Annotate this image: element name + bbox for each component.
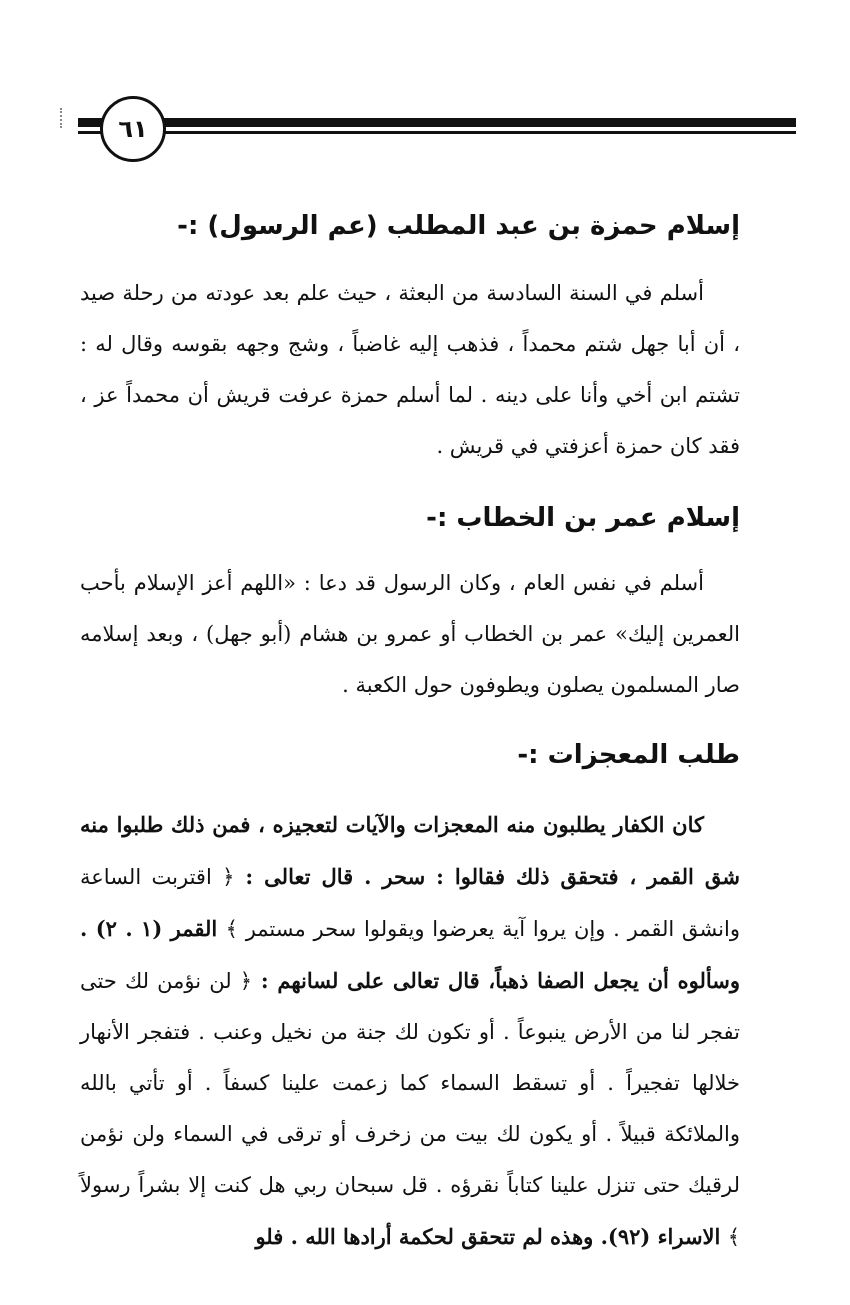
paragraph-miracles <box>80 799 740 1263</box>
paragraph-omar: أسلم في نفس العام ، وكان الرسول قد دعا : «اللهم أعز الإسلام بأحب العمرين إليك» عمر بن الخطاب أو عمرو بن هشام (أبو جهل) ، وبعد إسلامه صار المسلمون يصلون ويطوفون حول الكعبة . <box>80 571 740 697</box>
paragraph-miracles-text-2: القمر (١ . ٢) . وسألوه أن يجعل الصفا ذهباً، قال تعالى على لسانهم : <box>80 916 740 993</box>
paragraph-miracles-text-1: كان الكفار يطلبون منه المعجزات والآيات لتعجيزه ، فمن ذلك طلبوا منه شق القمر ، فتحقق ذلك فقالوا : سحر . قال تعالى : <box>80 812 740 889</box>
quran-quote-qamar: ﴿ اقتربت الساعة وانشق القمر . وإن يروا آية يعرضوا ويقولوا سحر مستمر ﴾ <box>80 865 741 941</box>
paragraph-miracles-text-3: الاسراء (٩٢). وهذه لم تتحقق لحكمة أرادها الله . فلو <box>255 1224 728 1249</box>
margin-dots <box>60 108 64 128</box>
section-heading-hamza: إسلام حمزة بن عبد المطلب (عم الرسول) :- <box>177 211 740 241</box>
page-header <box>78 92 796 168</box>
page-content <box>80 206 740 1263</box>
section-heading-omar: إسلام عمر بن الخطاب :- <box>426 503 740 533</box>
section-heading-miracles: طلب المعجزات :- <box>517 740 740 770</box>
paragraph-hamza: أسلم في السنة السادسة من البعثة ، حيث علم بعد عودته من رحلة صيد ، أن أبا جهل شتم محمداً ، فذهب إليه غاضباً ، وشج وجهه بقوسه وقال له : تشتم ابن أخي وأنا على دينه . لما أسلم حمزة عرفت قريش أن محمداً عز ، فقد كان حمزة أعزفتي في قريش . <box>80 281 740 458</box>
header-rule-thick <box>78 118 796 127</box>
header-rule-thin <box>78 131 796 134</box>
quran-quote-isra: ﴿ لن نؤمن لك حتى تفجر لنا من الأرض ينبوعاً . أو تكون لك جنة من نخيل وعنب . فتفجر الأنهار خلالها تفجيراً . أو تسقط السماء كما زعمت علينا كسفاً . أو تأتي بالله والملائكة قبيلاً . أو يكون لك بيت من زخرف أو ترقى في السماء ولن نؤمن لرقيك حتى تنزل علينا كتاباً نقرؤه . قل سبحان ربي هل كنت إلا بشراً رسولاً ﴾ <box>80 969 740 1249</box>
page-number: ٦١ <box>100 96 166 162</box>
